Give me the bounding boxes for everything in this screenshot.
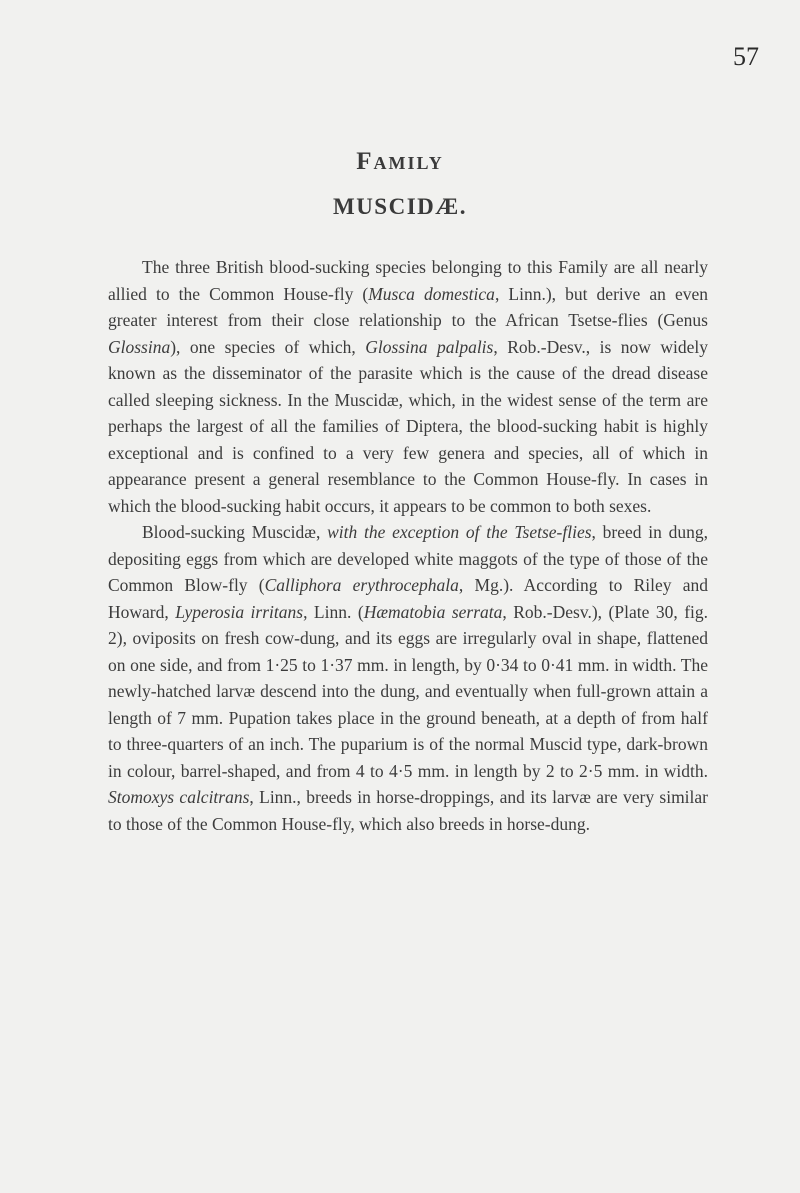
text-run: , Rob.-Desv.), (Plate 30, fig. 2), oviposits on fresh cow-dung, and its eggs are irregularly oval in shape, flattened on one side, and from 1·25 to 1·37 mm. in length, by 0·34 to 0·41 mm. in width. The newly-hatched larvæ descend into the dung, and eventually when full-grown attain a length of 7 mm. Pupation takes place in the ground beneath, at a depth of from half to three-quarters of an inch. The puparium is of the normal Muscid type, dark-brown in colour, barrel-shaped, and from 4 to 4·5 mm. in length by 2 to 2·5 mm. in width. — [108, 601, 709, 781]
text-run: , breed in dung, depositing eggs from which are developed white maggots of the type of those of the Common Blow-fly ( — [108, 522, 708, 595]
text-run: , Mg.). According to Riley and Howard, — [108, 575, 708, 622]
text-run: Blood-sucking Muscidæ, — [142, 522, 328, 542]
text-run: ), one species of which, — [170, 336, 366, 357]
species-name: Hæmatobia serrata — [363, 601, 503, 622]
species-name: Glossina palpalis — [365, 336, 494, 357]
family-label: Family — [356, 148, 444, 175]
text-run: , Linn.), but derive an even greater interest from their close relationship to the African Tsetse-flies (Genus — [108, 283, 708, 330]
text-run: , Linn., breeds in horse-droppings, and its larvæ are very similar to those of the Common House-fly, which also breeds in horse-dung. — [108, 787, 709, 834]
species-name: Musca domestica — [368, 283, 495, 304]
paragraph-2 — [108, 519, 708, 837]
paragraph-1 — [108, 254, 708, 519]
family-name-heading: MUSCIDÆ. — [332, 194, 468, 219]
page-number: 57 — [733, 42, 759, 71]
text-run: , Linn. ( — [303, 601, 364, 622]
body-text — [108, 254, 708, 837]
genus-name: Glossina — [108, 336, 171, 357]
species-name: Stomoxys calcitrans — [108, 787, 250, 807]
species-name: Calliphora erythrocephala — [264, 575, 459, 595]
text-run: The three British blood-sucking species belonging to this Family are all nearly allied to the Common House-fly ( — [108, 257, 708, 304]
text-run: , Rob.-Desv., is now widely known as the disseminator of the parasite which is the cause of the dread disease called sleeping sickness. In the Muscidæ, which, in the widest sense of the term are perhaps the largest of all the families of Diptera, the blood-sucking habit is highly exceptional and is confined to a very few genera and species, all of which in appearance present a general resemblance to the Common House-fly. In cases in which the blood-sucking habit occurs, it appears to be common to both sexes. — [108, 336, 708, 516]
emphasis: with the exception of the Tsetse-flies — [327, 522, 592, 542]
species-name: Lyperosia irritans — [175, 601, 304, 622]
